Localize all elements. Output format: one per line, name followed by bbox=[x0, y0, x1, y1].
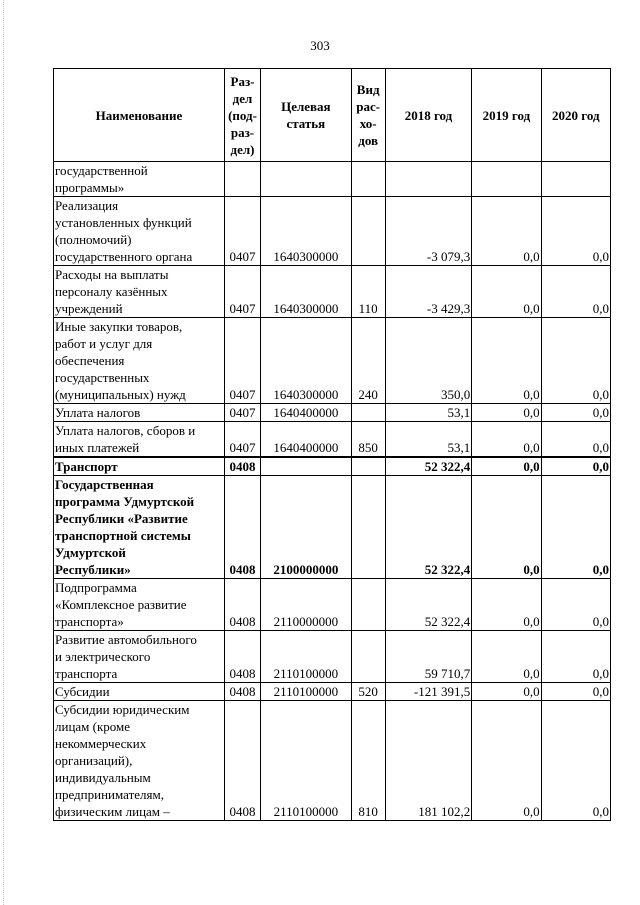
cell-y2020: 0,0 bbox=[541, 404, 610, 422]
cell-name: Транспорт bbox=[54, 457, 225, 476]
cell-section: 0407 bbox=[224, 318, 260, 404]
cell-y2019: 0,0 bbox=[472, 404, 541, 422]
cell-type: 850 bbox=[351, 422, 385, 458]
cell-y2018: 53,1 bbox=[385, 404, 471, 422]
cell-y2020: 0,0 bbox=[541, 266, 610, 318]
cell-name: Расходы на выплаты персоналу казённых учреждений bbox=[54, 266, 225, 318]
cell-y2020: 0,0 bbox=[541, 476, 610, 579]
cell-y2020: 0,0 bbox=[541, 579, 610, 631]
cell-type: 520 bbox=[351, 683, 385, 701]
cell-y2019: 0,0 bbox=[472, 631, 541, 683]
table-row bbox=[54, 318, 611, 404]
cell-y2018: -121 391,5 bbox=[385, 683, 471, 701]
cell-y2018: -3 429,3 bbox=[385, 266, 471, 318]
header-type: Вид рас- хо- дов bbox=[351, 69, 385, 162]
cell-section: 0407 bbox=[224, 404, 260, 422]
cell-y2020: 0,0 bbox=[541, 457, 610, 476]
cell-section: 0408 bbox=[224, 579, 260, 631]
cell-y2018: 52 322,4 bbox=[385, 476, 471, 579]
cell-name: Развитие автомобильного и электрического транспорта bbox=[54, 631, 225, 683]
cell-y2018: 53,1 bbox=[385, 422, 471, 458]
cell-y2020: 0,0 bbox=[541, 318, 610, 404]
header-name: Наименование bbox=[54, 69, 225, 162]
cell-y2019: 0,0 bbox=[472, 579, 541, 631]
cell-name: Реализация установленных функций (полномочий) государственного органа bbox=[54, 197, 225, 266]
cell-y2019: 0,0 bbox=[472, 476, 541, 579]
cell-name: Субсидии bbox=[54, 683, 225, 701]
cell-y2019: 0,0 bbox=[472, 457, 541, 476]
cell-y2019 bbox=[472, 162, 541, 197]
cell-section: 0408 bbox=[224, 476, 260, 579]
table-row bbox=[54, 162, 611, 197]
cell-target bbox=[261, 162, 351, 197]
cell-y2018: 52 322,4 bbox=[385, 579, 471, 631]
header-target: Целевая статья bbox=[261, 69, 351, 162]
table-row bbox=[54, 476, 611, 579]
cell-y2020: 0,0 bbox=[541, 422, 610, 458]
table-header-row bbox=[54, 69, 611, 162]
cell-name: Государственная программа Удмуртской Республики «Развитие транспортной системы Удмуртской Республики» bbox=[54, 476, 225, 579]
cell-target: 1640400000 bbox=[261, 404, 351, 422]
cell-type bbox=[351, 404, 385, 422]
cell-type: 810 bbox=[351, 701, 385, 821]
cell-name: Уплата налогов bbox=[54, 404, 225, 422]
cell-target: 1640300000 bbox=[261, 266, 351, 318]
header-2019: 2019 год bbox=[472, 69, 541, 162]
cell-type bbox=[351, 631, 385, 683]
cell-type bbox=[351, 197, 385, 266]
cell-section: 0408 bbox=[224, 701, 260, 821]
cell-section: 0408 bbox=[224, 631, 260, 683]
table-body bbox=[54, 162, 611, 821]
header-2020: 2020 год bbox=[541, 69, 610, 162]
cell-y2018 bbox=[385, 162, 471, 197]
table-row bbox=[54, 457, 611, 476]
cell-target bbox=[261, 457, 351, 476]
cell-y2019: 0,0 bbox=[472, 701, 541, 821]
cell-section: 0407 bbox=[224, 197, 260, 266]
cell-section: 0407 bbox=[224, 266, 260, 318]
cell-name: Иные закупки товаров, работ и услуг для обеспечения государственных (муниципальных) нужд bbox=[54, 318, 225, 404]
cell-target: 2110100000 bbox=[261, 683, 351, 701]
cell-y2018: -3 079,3 bbox=[385, 197, 471, 266]
cell-name: государственной программы» bbox=[54, 162, 225, 197]
table-row bbox=[54, 579, 611, 631]
cell-y2018: 181 102,2 bbox=[385, 701, 471, 821]
cell-target: 1640300000 bbox=[261, 197, 351, 266]
header-2018: 2018 год bbox=[385, 69, 471, 162]
cell-y2020: 0,0 bbox=[541, 197, 610, 266]
table-row bbox=[54, 683, 611, 701]
cell-section: 0407 bbox=[224, 422, 260, 458]
cell-y2020: 0,0 bbox=[541, 683, 610, 701]
scan-edge bbox=[3, 0, 5, 905]
table-row bbox=[54, 701, 611, 821]
cell-target: 2100000000 bbox=[261, 476, 351, 579]
cell-y2019: 0,0 bbox=[472, 197, 541, 266]
table-row bbox=[54, 422, 611, 458]
cell-type bbox=[351, 162, 385, 197]
cell-section bbox=[224, 162, 260, 197]
cell-target: 1640300000 bbox=[261, 318, 351, 404]
cell-y2020 bbox=[541, 162, 610, 197]
cell-y2019: 0,0 bbox=[472, 318, 541, 404]
cell-y2019: 0,0 bbox=[472, 266, 541, 318]
cell-type: 110 bbox=[351, 266, 385, 318]
cell-target: 1640400000 bbox=[261, 422, 351, 458]
table-row bbox=[54, 631, 611, 683]
cell-name: Подпрограмма «Комплексное развитие транспорта» bbox=[54, 579, 225, 631]
cell-target: 2110100000 bbox=[261, 701, 351, 821]
cell-name: Уплата налогов, сборов и иных платежей bbox=[54, 422, 225, 458]
cell-y2020: 0,0 bbox=[541, 631, 610, 683]
cell-y2018: 350,0 bbox=[385, 318, 471, 404]
cell-section: 0408 bbox=[224, 457, 260, 476]
cell-type bbox=[351, 476, 385, 579]
cell-y2020: 0,0 bbox=[541, 701, 610, 821]
budget-table bbox=[53, 68, 611, 821]
cell-target: 2110000000 bbox=[261, 579, 351, 631]
cell-y2018: 52 322,4 bbox=[385, 457, 471, 476]
cell-y2018: 59 710,7 bbox=[385, 631, 471, 683]
cell-type bbox=[351, 579, 385, 631]
table-row bbox=[54, 266, 611, 318]
cell-type bbox=[351, 457, 385, 476]
table-row bbox=[54, 197, 611, 266]
cell-y2019: 0,0 bbox=[472, 422, 541, 458]
header-section: Раз- дел (под- раз- дел) bbox=[224, 69, 260, 162]
table-row bbox=[54, 404, 611, 422]
cell-target: 2110100000 bbox=[261, 631, 351, 683]
cell-section: 0408 bbox=[224, 683, 260, 701]
cell-type: 240 bbox=[351, 318, 385, 404]
page-number: 303 bbox=[310, 38, 330, 53]
cell-y2019: 0,0 bbox=[472, 683, 541, 701]
cell-name: Субсидии юридическим лицам (кроме некоммерческих организаций), индивидуальным предпринимателям, физическим лицам – bbox=[54, 701, 225, 821]
